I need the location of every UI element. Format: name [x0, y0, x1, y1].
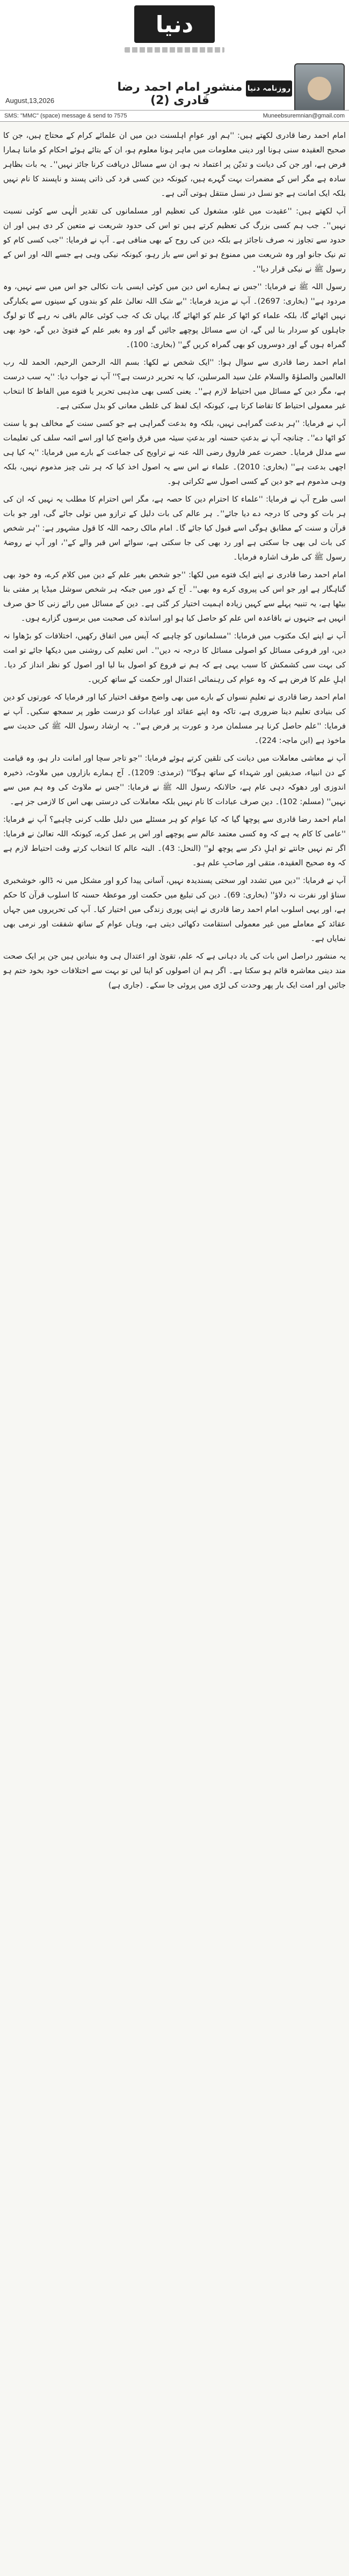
paragraph: یہ منشور دراصل اس بات کی یاد دہانی ہے کہ علم، تقویٰ اور اعتدال ہی وہ بنیادیں ہیں جن پر ایک صحت مند دینی معاشرہ قائم ہو سکتا ہے۔ اگر ہم ان اصولوں کو اپنا لیں تو بہت سے اختلافات خود بخود ختم ہو جائیں اور امت ایک بار پھر وحدت کی لڑی میں پروئی جا سکے۔ (جاری ہے)	[3, 952, 346, 990]
avatar-icon	[308, 77, 331, 100]
paragraph: آپ لکھتے ہیں: ''عقیدت میں غلو، مشغول کی تعظیم اور مسلمانوں کی تقدیر الٰہی سے کوئی نسبت نہیں''۔ جب ہم کسی بزرگ کی تعظیم کرتے ہیں تو اس کی حدود شریعت نے متعین کر دی ہیں اور ان حدود سے تجاوز نہ صرف ناجائز ہے بلکہ دین کی روح کے بھی منافی ہے۔ آپ نے فرمایا: ''جب کسی کام کو تم نیک جانو اور وہ شریعت میں ممنوع ہو تو اس سے باز رہو، کیونکہ نیکی وہی ہے جسے اللہ اور اس کے رسول ﷺ نے نیکی قرار دیا''۔	[3, 207, 346, 274]
author-label: روزنامہ دنیا	[246, 80, 292, 97]
article-body	[3, 129, 346, 2570]
paragraph: آپ نے فرمایا: ''ہر بدعت گمراہی نہیں، بلکہ وہ بدعت گمراہی ہے جو کسی سنت کے مخالف ہو یا سنت کو اٹھا دے''۔ چنانچہ آپ نے بدعتِ حسنہ اور بدعتِ سیئہ میں فرق واضح کیا اور اسے ائمہ سلف کی تعلیمات سے مدلل فرمایا۔ حضرت عمر فاروق رضی اللہ عنہ نے تراویح کی جماعت کے بارے میں فرمایا: ''یہ کیا ہی اچھی بدعت ہے'' (بخاری: 2010)۔ علماء نے اس سے یہ اصول اخذ کیا کہ ہر نئی چیز مذموم نہیں، بلکہ وہی مذموم ہے جو دین کے کسی اصول سے ٹکراتی ہو۔	[3, 419, 346, 486]
paragraph: اسی طرح آپ نے فرمایا: ''علماء کا احترام دین کا حصہ ہے، مگر اس احترام کا مطلب یہ نہیں کہ ان کی ہر بات کو وحی کا درجہ دے دیا جائے''۔ ہر عالم کی بات دلیل کے ترازو میں تولی جائے گی، اور جو بات قرآن و سنت کے مطابق ہوگی اسے قبول کیا جائے گا۔ امام مالک رحمہ اللہ کا قول مشہور ہے: ''ہر شخص کی بات لی بھی جا سکتی ہے اور رد بھی کی جا سکتی ہے، سوائے اس قبر والے کے''، اور آپ نے روضۂ رسول ﷺ کی طرف اشارہ فرمایا۔	[3, 495, 346, 562]
contact-bar	[0, 110, 349, 122]
paragraph: امام احمد رضا قادری سے پوچھا گیا کہ کیا عوام کو ہر مسئلے میں دلیل طلب کرنی چاہیے؟ آپ نے فرمایا: ''عامی کا کام یہ ہے کہ وہ کسی معتمد عالم سے پوچھے اور اس پر عمل کرے، کیونکہ اللہ تعالیٰ نے فرمایا: اگر تم نہیں جانتے تو اہلِ ذکر سے پوچھ لو'' (النحل: 43)۔ البتہ عالم کا انتخاب کرتے وقت احتیاط لازم ہے کہ وہ صحیح العقیدہ، متقی اور صاحبِ علم ہو۔	[3, 815, 346, 867]
paragraph: رسول اللہ ﷺ نے فرمایا: ''جس نے ہمارے اس دین میں کوئی ایسی بات نکالی جو اس میں سے نہیں، وہ مردود ہے'' (بخاری: 2697)۔ آپ نے مزید فرمایا: ''بے شک اللہ تعالیٰ علم کو بندوں کے سینوں سے یکبارگی نہیں اٹھائے گا، بلکہ علماء کو اٹھا کر علم کو اٹھائے گا، یہاں تک کہ جب کوئی عالم باقی نہ رہے گا تو لوگ جاہلوں کو سردار بنا لیں گے، ان سے مسائل پوچھے جائیں گے اور وہ بغیر علم کے فتویٰ دیں گے، خود بھی گمراہ ہوں گے اور دوسروں کو بھی گمراہ کریں گے'' (بخاری: 100)۔	[3, 283, 346, 349]
paragraph: آپ نے فرمایا: ''دین میں تشدد اور سختی پسندیدہ نہیں، آسانی پیدا کرو اور مشکل میں نہ ڈالو، خوشخبری سناؤ اور نفرت نہ دلاؤ'' (بخاری: 69)۔ دین کی تبلیغ میں حکمت اور موعظۂ حسنہ کا اسلوب قرآن کا حکم ہے، اور یہی اسلوب امام احمد رضا قادری نے اپنی پوری زندگی میں اختیار کیا۔ آپ کی تحریروں میں جہاں عقائد کے معاملے میں غیر معمولی استقامت دکھائی دیتی ہے، وہاں عوام کے ساتھ شفقت اور نرمی بھی نمایاں ہے۔	[3, 877, 346, 943]
paragraph: آپ نے اپنے ایک مکتوب میں فرمایا: ''مسلمانوں کو چاہیے کہ آپس میں اتفاق رکھیں، اختلافات کو بڑھاوا نہ دیں، اور فروعی مسائل کو اصولی مسائل کا درجہ نہ دیں''۔ اس تعلیم کی روشنی میں دیکھا جائے تو امت کی بہت سی کشمکش کا سبب یہی ہے کہ ہم نے فروع کو اصول بنا لیا اور اصول کو نظر انداز کر دیا۔ اہلِ علم کا فرض ہے کہ وہ عوام کی رہنمائی اعتدال اور حکمت کے ساتھ کریں۔	[3, 632, 346, 684]
logo-underline	[125, 47, 224, 53]
column-title: منشورِ امام احمد رضا قادری (2)	[117, 80, 243, 107]
paragraph: امام احمد رضا قادری نے اپنے ایک فتوے میں لکھا: ''جو شخص بغیر علم کے دین میں کلام کرے، وہ خود بھی گناہگار ہے اور جو اس کی پیروی کرے وہ بھی''۔ آج کے دور میں جبکہ ہر شخص سوشل میڈیا پر مفتی بنا بیٹھا ہے، یہ تنبیہ پہلے سے کہیں زیادہ اہمیت اختیار کر گئی ہے۔ دین کے مسائل میں رائے زنی کا حق صرف انہیں ہے جنہوں نے باقاعدہ اس علم کو حاصل کیا ہو اور اساتذہ کی صحبت میں برسوں گزارے ہوں۔	[3, 571, 346, 623]
paragraph: امام احمد رضا قادری نے تعلیمِ نسواں کے بارے میں بھی واضح موقف اختیار کیا اور فرمایا کہ عورتوں کو دین کی بنیادی تعلیم دینا ضروری ہے، تاکہ وہ اپنے عقائد اور عبادات کو درست طور پر سمجھ سکیں۔ آپ نے فرمایا: ''علم حاصل کرنا ہر مسلمان مرد و عورت پر فرض ہے''۔ یہ ارشاد رسول اللہ ﷺ کی حدیث سے ماخوذ ہے (ابن ماجہ: 224)۔	[3, 693, 346, 745]
paragraph: آپ نے معاشی معاملات میں دیانت کی تلقین کرتے ہوئے فرمایا: ''جو تاجر سچا اور امانت دار ہو، وہ قیامت کے دن انبیاء، صدیقین اور شہداء کے ساتھ ہوگا'' (ترمذی: 1209)۔ آج ہمارے بازاروں میں ملاوٹ، ذخیرہ اندوزی اور دھوکہ دہی عام ہے، حالانکہ رسول اللہ ﷺ نے فرمایا: ''جس نے ملاوٹ کی وہ ہم میں سے نہیں'' (مسلم: 102)۔ دین صرف عبادات کا نام نہیں بلکہ معاملات کی درستی بھی اس کا لازمی جز ہے۔	[3, 754, 346, 806]
paragraph: امام احمد رضا قادری سے سوال ہوا: ''ایک شخص نے لکھا: بسم اللہ الرحمن الرحیم، الحمد للہ رب العالمین والصلوٰۃ والسلام علیٰ سید المرسلین، کیا یہ تحریر درست ہے؟'' آپ نے جواب دیا: ''یہ سب درست ہے، مگر دین کے مسائل میں احتیاط لازم ہے''۔ یعنی کسی بھی مذہبی تحریر یا فتوے میں الفاظ کا انتخاب غیر معمولی احتیاط کا تقاضا کرتا ہے، کیونکہ ایک لفظ کی غلطی معانی کو بدل سکتی ہے۔	[3, 358, 346, 410]
author-photo	[294, 63, 345, 114]
masthead	[0, 0, 349, 113]
newspaper-logo: دنیا	[134, 5, 215, 43]
sms-hint: SMS: "MMC" (space) message & send to 7575	[4, 113, 127, 119]
paragraph: امام احمد رضا قادری لکھتے ہیں: ''ہم اور عوامِ اہلسنت دین میں ان علمائے کرام کے محتاج ہیں، جن کا صحیح العقیدہ سنی ہونا اور دینی معلومات میں ماہر ہونا معلوم ہو، ان کے بتائے ہوئے احکام کو ماننا ہمارا فرض ہے، اور جن کی دیانت و تدیّن پر اعتماد نہ ہو، ان سے مسائل دریافت کرنا جائز نہیں''۔ یہ بات بظاہر سادہ ہے مگر اس کے مضمرات بہت گہرے ہیں، کیونکہ دین کسی فرد کی ذاتی پسند و ناپسند کا نام نہیں بلکہ ایک امانت ہے جو نسل در نسل منتقل ہوتی آئی ہے۔	[3, 131, 346, 198]
author-email[interactable]: Muneebsuremnian@gmail.com	[263, 113, 345, 119]
publish-date: August,13,2026	[5, 97, 55, 105]
